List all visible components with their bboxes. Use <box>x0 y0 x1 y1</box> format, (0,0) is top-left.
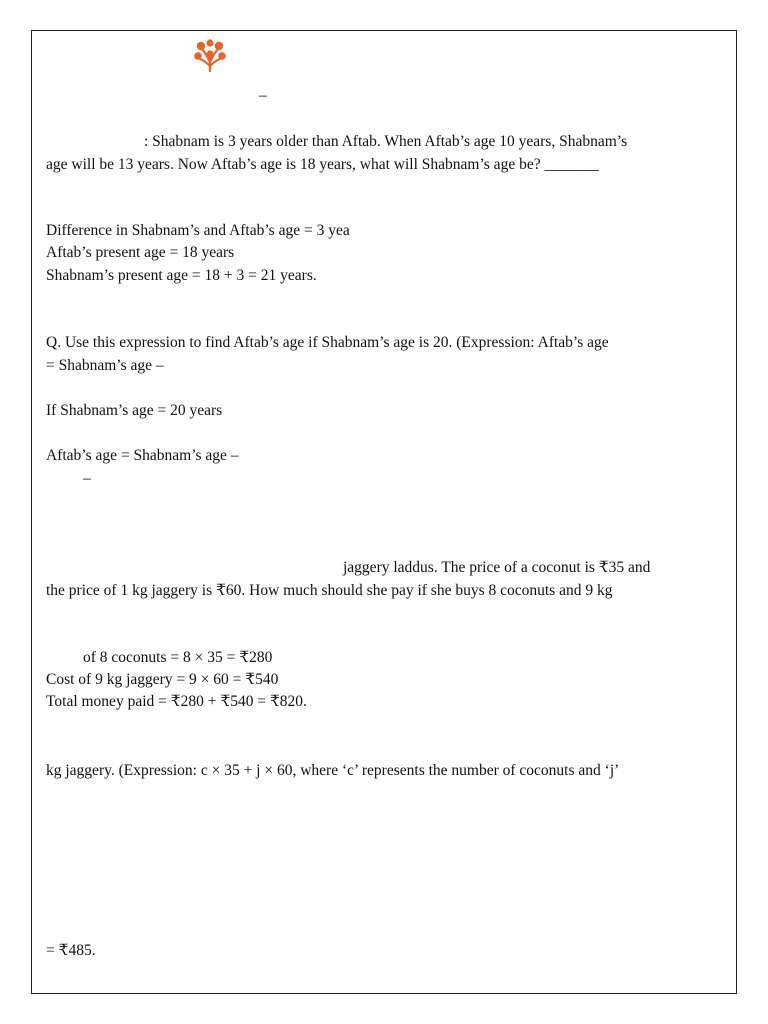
question3-line2: the price of 1 kg jaggery is ₹60. How much should she pay if she buys 8 coconuts and 9 kg <box>46 582 613 599</box>
answer3-line1: of 8 coconuts = 8 × 35 = ₹280 <box>83 649 273 666</box>
answer2-line2: Aftab’s age = Shabnam’s age – <box>46 447 239 464</box>
answer1-line2: Aftab’s present age = 18 years <box>46 244 235 261</box>
answer4-line1: = ₹485. <box>46 942 96 959</box>
question3-line1: jaggery laddus. The price of a coconut is ₹35 and <box>343 559 651 576</box>
question2-line1: Q. Use this expression to find Aftab’s age if Shabnam’s age is 20. (Expression: Aftab’s age <box>46 334 609 351</box>
answer2-line3: – <box>83 470 91 487</box>
header-dash: – <box>259 87 267 104</box>
answer3-line2: Cost of 9 kg jaggery = 9 × 60 = ₹540 <box>46 671 279 688</box>
answer2-line1: If Shabnam’s age = 20 years <box>46 402 223 419</box>
answer3-line3: Total money paid = ₹280 + ₹540 = ₹820. <box>46 693 307 710</box>
question1-line1: : Shabnam is 3 years older than Aftab. When Aftab’s age 10 years, Shabnam’s <box>144 133 628 150</box>
answer1-line3: Shabnam’s present age = 18 + 3 = 21 years. <box>46 267 317 284</box>
answer1-line1: Difference in Shabnam’s and Aftab’s age = 3 yea <box>46 222 350 239</box>
question2-line2: = Shabnam’s age – <box>46 357 164 374</box>
question1-line2: age will be 13 years. Now Aftab’s age is 18 years, what will Shabnam’s age be? _______ <box>46 156 599 173</box>
question4-line1: kg jaggery. (Expression: c × 35 + j × 60, where ‘c’ represents the number of coconuts and ‘j’ <box>46 762 620 779</box>
flower-logo-icon <box>190 38 230 72</box>
